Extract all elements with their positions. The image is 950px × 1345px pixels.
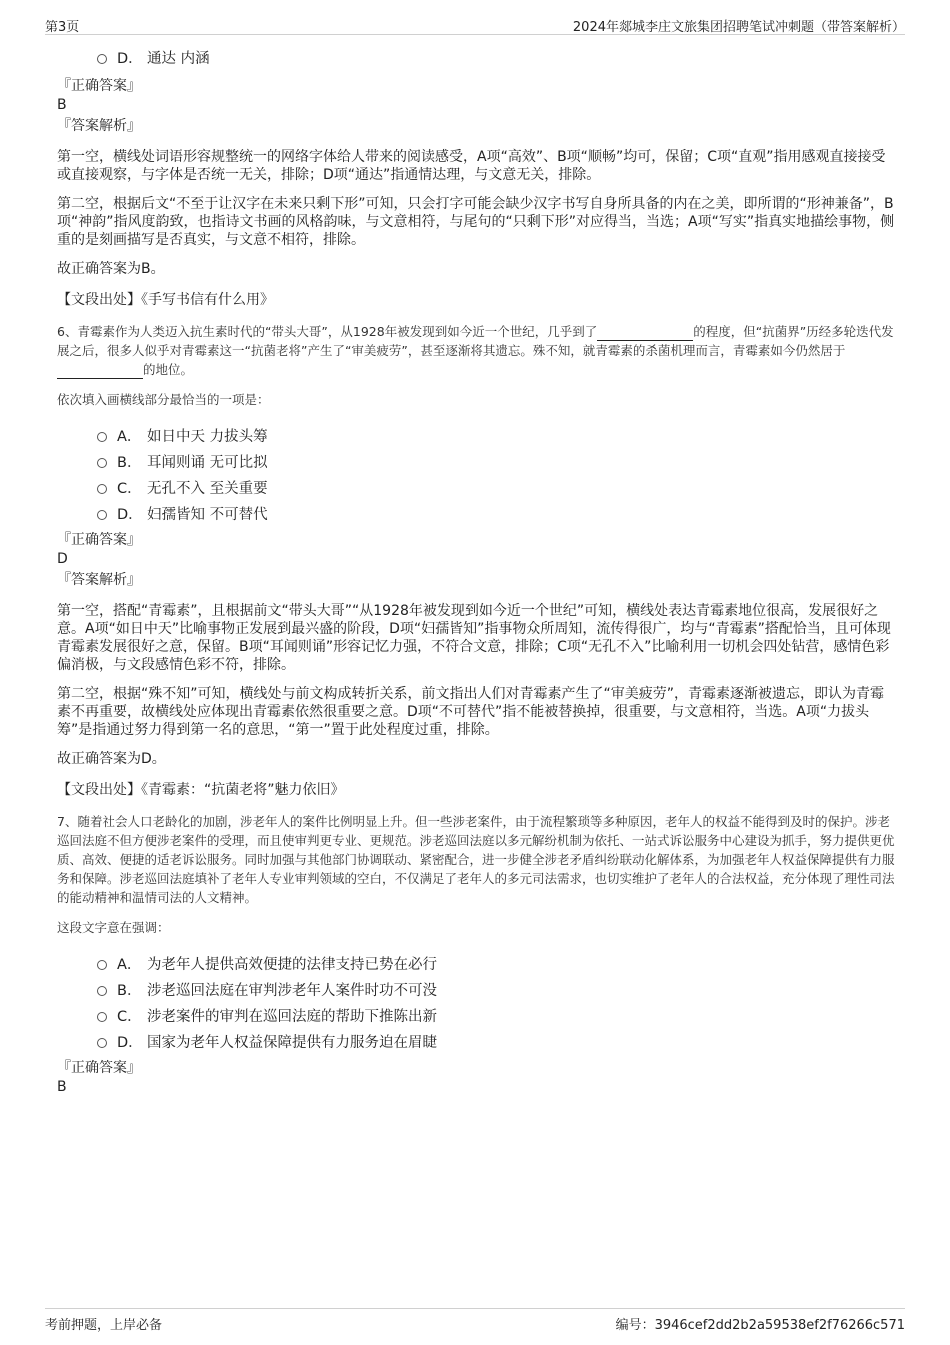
q7-option-b[interactable] <box>97 976 897 1002</box>
page-header <box>45 14 905 35</box>
radio-icon[interactable] <box>97 986 107 996</box>
q6-blank-2 <box>57 364 143 379</box>
document-code: 编号：3946cef2dd2b2a59538ef2f76266c571 <box>615 1318 905 1333</box>
q5-analysis-2: 第二空，根据后文“不至于让汉字在未来只剩下形”可知，只会打字可能会缺少汉字书写自身所具备的内在之美，即所谓的“形神兼备”，B项“神韵”指风度韵致，也指诗文书画的风格韵味，与文意相符，与尾句的“只剩下形”对应得当，当选；A项“写实”指真实地描绘事物，侧重的是刻画描写是否真实，与文意不相符，排除。 <box>57 196 895 248</box>
q6-option-a[interactable] <box>97 422 897 448</box>
option-text: 耳闻则诵 无可比拟 <box>147 454 268 471</box>
radio-icon[interactable] <box>97 458 107 468</box>
q7-option-d[interactable] <box>97 1028 897 1054</box>
q7-option-a[interactable] <box>97 950 897 976</box>
page-number: 第3页 <box>45 20 80 35</box>
option-letter: D． <box>117 1034 143 1051</box>
q7-stem: 7、随着社会人口老龄化的加剧，涉老年人的案件比例明显上升。但一些涉老案件，由于流程繁琐等多种原因，老年人的权益不能得到及时的保护。涉老巡回法庭不但方便涉老案件的受理，而且使审判更专业、更规范。涉老巡回法庭以多元解纷机制为依托、一站式诉讼服务中心建设为抓手，努力提供更优质、高效、便捷的适老诉讼服务。同时加强与其他部门协调联动、紧密配合，进一步健全涉老矛盾纠纷联动化解体系，为加强老年人权益保障提供有力服务和保障。涉老巡回法庭填补了老年人专业审判领域的空白，不仅满足了老年人的多元司法需求，也切实维护了老年人的合法权益，充分体现了理性司法的能动精神和温情司法的人文精神。 <box>57 814 895 905</box>
q5-answer: B <box>57 97 67 113</box>
q7-instruction: 这段文字意在强调： <box>57 920 170 935</box>
q5-option-d[interactable] <box>97 44 897 70</box>
q6-blank-1 <box>597 326 693 341</box>
answer-label: 『正确答案』 <box>57 532 141 548</box>
option-text: 通达 内涵 <box>147 50 210 67</box>
q7-option-c[interactable] <box>97 1002 897 1028</box>
radio-icon[interactable] <box>97 960 107 970</box>
q7-options <box>97 950 897 1054</box>
option-letter: B． <box>117 982 142 999</box>
option-text: 为老年人提供高效便捷的法律支持已势在必行 <box>147 956 437 973</box>
analysis-label: 『答案解析』 <box>57 118 141 134</box>
q5-analysis-1: 第一空，横线处词语形容规整统一的网络字体给人带来的阅读感受，A项“高效”、B项“顺畅”均可，保留；C项“直观”指用感观直接接受或直接观察，与字体是否统一无关，排除；D项“通达”指通情达理，与文意无关，排除。 <box>57 149 886 183</box>
option-letter: D． <box>117 50 143 67</box>
option-letter: D． <box>117 506 143 523</box>
q6-options <box>97 422 897 526</box>
option-letter: B． <box>117 454 142 471</box>
q6-analysis-1: 第一空，搭配“青霉素”，且根据前文“带头大哥”“从1928年被发现到如今近一个世纪”可知，横线处表达青霉素地位很高，发展很好之意。A项“如日中天”比喻事物正发展到最兴盛的阶段，D项“妇孺皆知”指事物众所周知，流传得很广，均与“青霉素”搭配恰当，且可体现青霉素发展很好之意，保留。B项“耳闻则诵”形容记忆力强，不符合文意，排除；C项“无孔不入”比喻利用一切机会四处钻营，感情色彩偏消极，与文段感情色彩不符，排除。 <box>57 603 891 673</box>
option-letter: A． <box>117 428 142 445</box>
q6-stem-part: 的地位。 <box>143 362 194 377</box>
page-footer <box>45 1308 905 1331</box>
q6-option-c[interactable] <box>97 474 897 500</box>
q5-options <box>97 44 897 70</box>
q6-stem-part: 的程度，但“抗菌界”历经多轮迭代发展之后，很多人似乎对青霉素这一“抗菌老将”产生了“审美疲劳”，甚至逐渐将其遗忘。殊不知，就青霉素的杀菌机理而言，青霉素如今仍然居于 <box>57 324 894 358</box>
footer-slogan: 考前押题，上岸必备 <box>45 1318 163 1333</box>
q6-analysis-3: 故正确答案为D。 <box>57 751 166 767</box>
q6-option-b[interactable] <box>97 448 897 474</box>
q6-source: 【文段出处】《青霉素：“抗菌老将”魅力依旧》 <box>57 782 345 798</box>
radio-icon[interactable] <box>97 1012 107 1022</box>
option-text: 涉老巡回法庭在审判涉老年人案件时功不可没 <box>147 982 437 999</box>
q6-stem <box>57 322 897 379</box>
option-letter: A． <box>117 956 142 973</box>
option-text: 涉老案件的审判在巡回法庭的帮助下推陈出新 <box>147 1008 437 1025</box>
document-body <box>57 44 897 1096</box>
radio-icon[interactable] <box>97 484 107 494</box>
q6-answer: D <box>57 551 68 567</box>
answer-label: 『正确答案』 <box>57 1060 141 1076</box>
q6-analysis-2: 第二空，根据“殊不知”可知，横线处与前文构成转折关系，前文指出人们对青霉素产生了“审美疲劳”，青霉素逐渐被遗忘，即认为青霉素不再重要，故横线处应体现出青霉素依然很重要之意。D项“不可替代”指不能被替换掉，很重要，与文意相符，当选。A项“力拔头筹”是指通过努力得到第一名的意思，“第一”置于此处程度过重，排除。 <box>57 686 885 738</box>
document-title: 2024年郯城李庄文旅集团招聘笔试冲刺题（带答案解析） <box>572 20 905 35</box>
radio-icon[interactable] <box>97 1038 107 1048</box>
option-text: 妇孺皆知 不可替代 <box>147 506 268 523</box>
q7-answer: B <box>57 1079 67 1095</box>
option-text: 无孔不入 至关重要 <box>147 480 268 497</box>
option-text: 如日中天 力拔头筹 <box>147 428 268 445</box>
option-text: 国家为老年人权益保障提供有力服务迫在眉睫 <box>147 1034 437 1051</box>
option-letter: C． <box>117 480 142 497</box>
analysis-label: 『答案解析』 <box>57 572 141 588</box>
radio-icon[interactable] <box>97 432 107 442</box>
q5-analysis-3: 故正确答案为B。 <box>57 261 165 277</box>
q6-stem-part: 6、青霉素作为人类迈入抗生素时代的“带头大哥”，从1928年被发现到如今近一个世纪，几乎到了 <box>57 324 598 339</box>
answer-label: 『正确答案』 <box>57 78 141 94</box>
radio-icon[interactable] <box>97 54 107 64</box>
radio-icon[interactable] <box>97 510 107 520</box>
option-letter: C． <box>117 1008 142 1025</box>
q5-source: 【文段出处】《手写书信有什么用》 <box>57 292 274 308</box>
q6-instruction: 依次填入画横线部分最恰当的一项是： <box>57 392 270 407</box>
q6-option-d[interactable] <box>97 500 897 526</box>
